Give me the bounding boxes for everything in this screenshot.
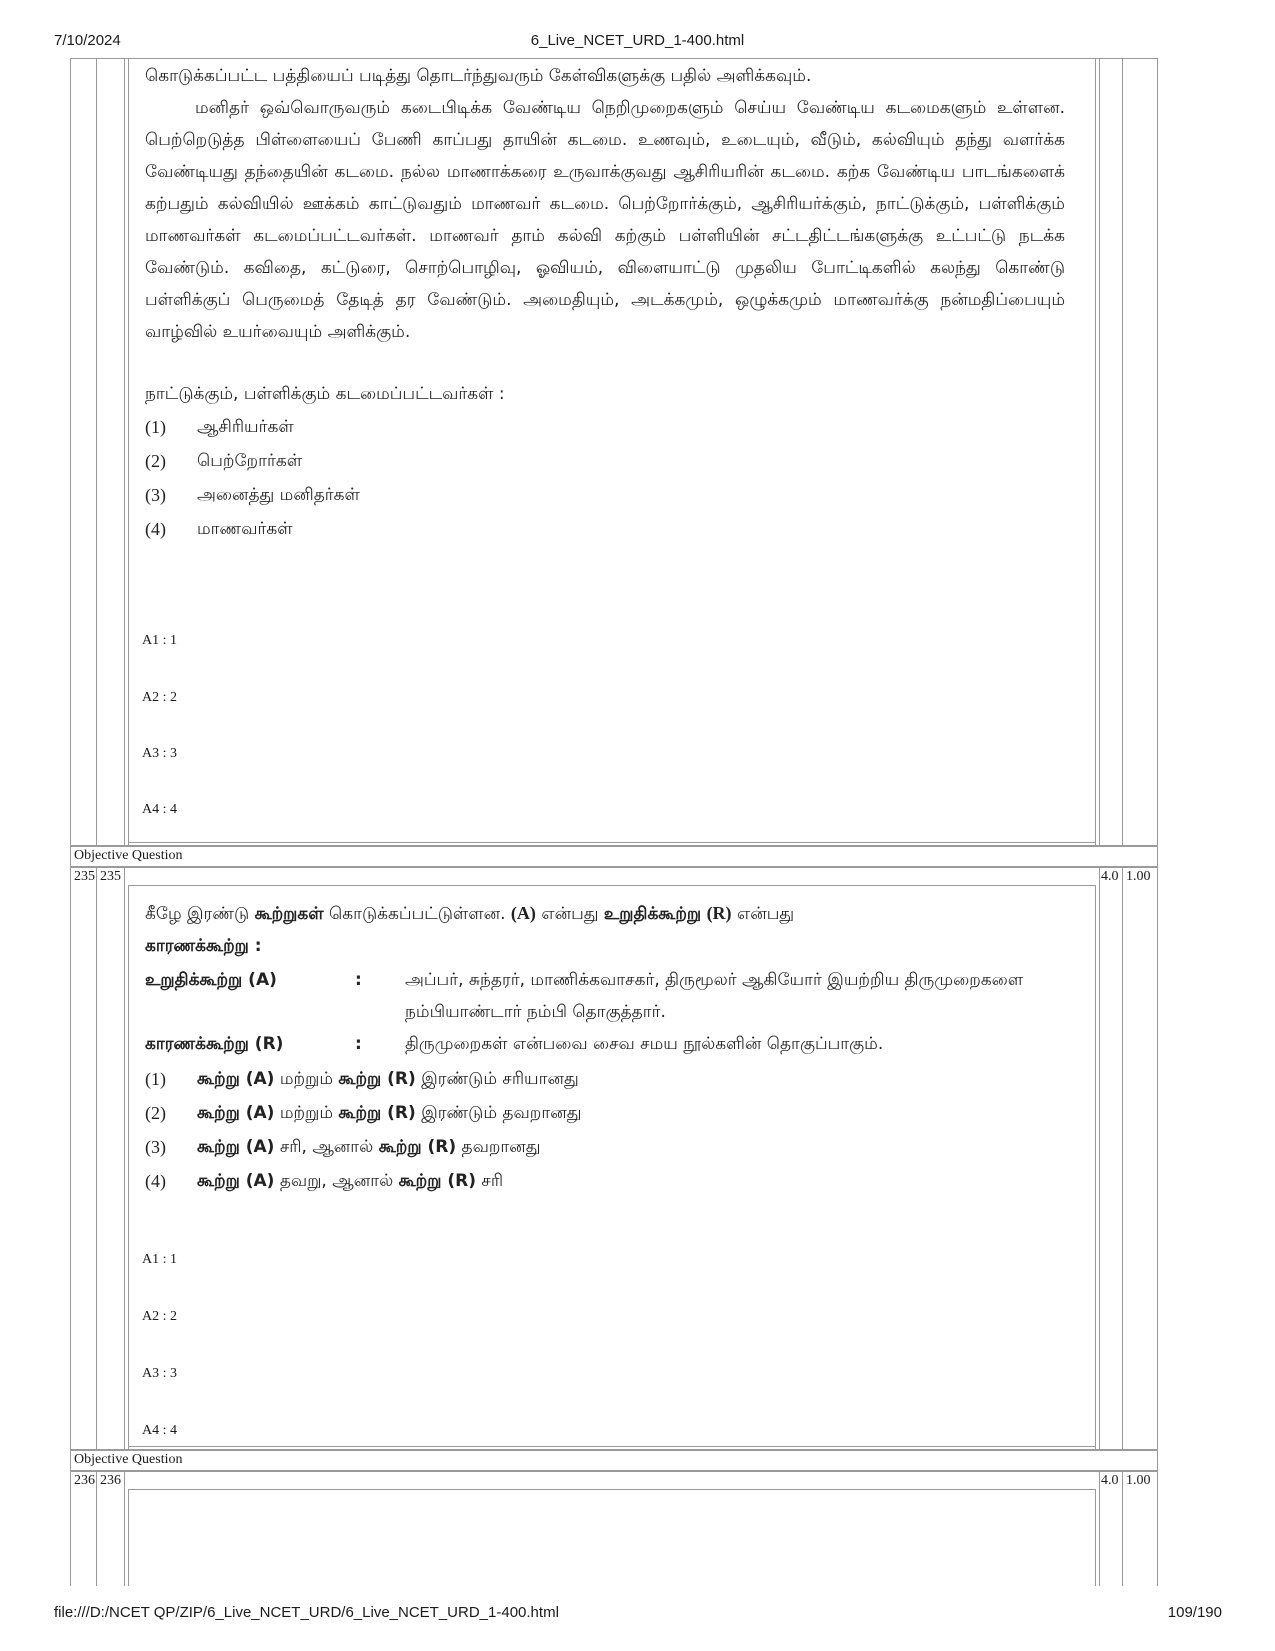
- print-file-path: file:///D:/NCET QP/ZIP/6_Live_NCET_URD/6_Live_NCET_URD_1-400.html: [54, 1604, 559, 1621]
- question-id: 236: [100, 1473, 121, 1488]
- question-text: நாட்டுக்கும், பள்ளிக்கும் கடமைப்பட்டவர்கள் :: [145, 384, 505, 404]
- answer-1: A1 : 1: [142, 1252, 177, 1267]
- reason-text: திருமுறைகள் என்பவை சைவ சமய நூல்களின் தொகுப்பாகும்.: [405, 1034, 884, 1054]
- reason-label: காரணக்கூற்று (R): [145, 1034, 284, 1054]
- answer-4: A4 : 4: [142, 1423, 177, 1438]
- answer-4: A4 : 4: [142, 802, 177, 817]
- objective-question-label-row: [70, 1450, 1158, 1471]
- passage-instruction: கொடுக்கப்பட்ட பத்தியைப் படித்து தொடர்ந்துவரும் கேள்விகளுக்கு பதில் அளிக்கவும்.: [145, 66, 812, 86]
- serial-number: 235: [74, 869, 95, 884]
- question-type-label: Objective Question: [74, 1452, 183, 1467]
- answer-2: A2 : 2: [142, 1309, 177, 1324]
- marks: 4.0: [1101, 1473, 1119, 1488]
- options-list: [145, 1062, 1065, 1198]
- option-2: (2) பெற்றோர்கள்: [145, 451, 303, 471]
- print-page-number: 109/190: [1167, 1604, 1222, 1621]
- objective-question-label-row: [70, 846, 1158, 867]
- answer-2: A2 : 2: [142, 690, 177, 705]
- question-234-content: [145, 60, 1065, 546]
- options-list: [145, 410, 1065, 546]
- print-date: 7/10/2024: [54, 32, 121, 49]
- question-type-label: Objective Question: [74, 848, 183, 863]
- print-title: 6_Live_NCET_URD_1-400.html: [530, 32, 745, 49]
- option-3: (3) கூற்று (A) சரி, ஆனால் கூற்று (R) தவறானது: [145, 1137, 541, 1157]
- option-1: (1) ஆசிரியர்கள்: [145, 417, 294, 437]
- option-1: (1) கூற்று (A) மற்றும் கூற்று (R) இரண்டும் சரியானது: [145, 1069, 579, 1089]
- negative-marks: 1.00: [1126, 1473, 1151, 1488]
- answer-1: A1 : 1: [142, 633, 177, 648]
- assertion-row: உறுதிக்கூற்று (A) : அப்பர், சுந்தரர், மாணிக்கவாசகர், திருமூலர் ஆகியோர் இயற்றிய திருமுறைகளை நம்பியாண்டார் நம்பி தொகுத்தார்.: [145, 964, 1065, 1028]
- answer-3: A3 : 3: [142, 1366, 177, 1381]
- option-3: (3) அனைத்து மனிதர்கள்: [145, 485, 360, 505]
- passage-text: [145, 92, 1065, 348]
- reason-row: காரணக்கூற்று (R) : திருமுறைகள் என்பவை சைவ சமய நூல்களின் தொகுப்பாகும்.: [145, 1028, 1065, 1060]
- answer-3: A3 : 3: [142, 746, 177, 761]
- question-235-content: [145, 897, 1065, 1198]
- serial-number: 236: [74, 1473, 95, 1488]
- question-intro: கீழே இரண்டு கூற்றுகள் கொடுக்கப்பட்டுள்ளன. (A) என்பது உறுதிக்கூற்று (R) என்பது காரணக்கூற்று :: [145, 903, 795, 956]
- passage-body: மனிதர் ஒவ்வொருவரும் கடைபிடிக்க வேண்டிய நெறிமுறைகளும் செய்ய வேண்டிய கடமைகளும் உள்ளன. பெற்றெடுத்த பிள்ளையைப் பேணி காப்பது தாயின் கடமை. உணவும், உடையும், வீடும், கல்வியும் தந்து வளர்க்க வேண்டியது தந்தையின் கடமை. நல்ல மாணாக்கரை உருவாக்குவது ஆசிரியரின் கடமை. கற்க வேண்டிய பாடங்களைக் கற்பதும் கல்வியில் ஊக்கம் காட்டுவதும் மாணவர் கடமை. பெற்றோர்க்கும், ஆசிரியர்க்கும், நாட்டுக்கும், பள்ளிக்கும் மாணவர்கள் கடமைப்பட்டவர்கள். மாணவர் தாம் கல்வி கற்கும் பள்ளியின் சட்டதிட்டங்களுக்கு உட்பட்டு நடக்க வேண்டும். கவிதை, கட்டுரை, சொற்பொழிவு, ஓவியம், விளையாட்டு முதலிய போட்டிகளில் கலந்து கொண்டு பள்ளிக்குப் பெருமைத் தேடித் தர வேண்டும். அமைதியும், அடக்கமும், ஒழுக்கமும் மாணவர்க்கு நன்மதிப்பையும் வாழ்வில் உயர்வையும் அளிக்கும்.: [145, 98, 1065, 342]
- option-4: (4) மாணவர்கள்: [145, 519, 293, 539]
- marks: 4.0: [1101, 869, 1119, 884]
- negative-marks: 1.00: [1126, 869, 1151, 884]
- assertion-label: உறுதிக்கூற்று (A): [145, 970, 277, 990]
- option-2: (2) கூற்று (A) மற்றும் கூற்று (R) இரண்டும் தவறானது: [145, 1103, 582, 1123]
- assertion-text: அப்பர், சுந்தரர், மாணிக்கவாசகர், திருமூலர் ஆகியோர் இயற்றிய திருமுறைகளை நம்பியாண்டார் நம்பி தொகுத்தார்.: [405, 970, 1024, 1022]
- option-4: (4) கூற்று (A) தவறு, ஆனால் கூற்று (R) சரி: [145, 1171, 504, 1191]
- question-id: 235: [100, 869, 121, 884]
